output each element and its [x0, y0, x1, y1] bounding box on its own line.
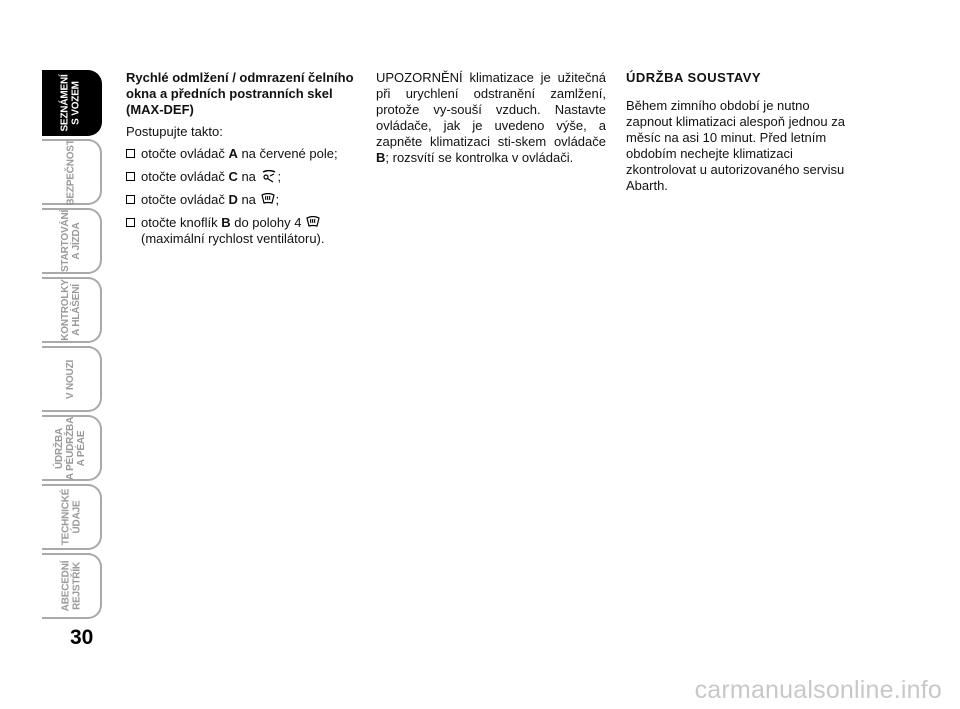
column-max-def	[126, 70, 354, 254]
tab-abecedni-rejstrik[interactable]	[42, 553, 102, 619]
checkbox-bullet-icon	[126, 218, 135, 227]
tab-label: SEZNÁMENÍ S VOZEM	[60, 74, 82, 132]
checkbox-bullet-icon	[126, 149, 135, 158]
intro-text: Postupujte takto:	[126, 124, 223, 139]
tab-label: ABECEDNÍ REJSTŘÍK	[59, 560, 82, 612]
control-key: B	[376, 150, 386, 165]
tab-technicke-udaje[interactable]	[42, 484, 102, 550]
step-text: otočte ovládač A na červené pole;	[141, 146, 338, 161]
list-item	[126, 169, 354, 185]
step-text: otočte ovládač C na ;	[141, 169, 282, 184]
fan-max-icon	[306, 216, 320, 229]
tab-label: BEZPEČNOST	[65, 138, 77, 206]
page-number: 30	[70, 626, 94, 649]
maintenance-text: Během zimního období je nutno zapnout klimatizaci alespoň jednou za měsíc na asi 10 minut. Před letním obdobím nechejte klimatizaci zkontrolovat u autorizovaného servisu Abarth.	[626, 98, 845, 193]
control-key: C	[228, 169, 238, 184]
section-title: ÚDRŽBA SOUSTAVY	[626, 70, 762, 85]
list-item	[126, 146, 354, 162]
tab-bezpecnost[interactable]	[42, 139, 102, 205]
chapter-tab-strip	[42, 70, 106, 622]
tab-udrzba-a-pece[interactable]	[42, 415, 102, 481]
control-key: A	[228, 146, 238, 161]
column-warning	[376, 70, 606, 172]
watermark: carmanualsonline.info	[694, 676, 942, 704]
tab-label: TECHNICKÉ ÚDAJE	[59, 488, 82, 546]
tab-kontrolky-a-hlaseni[interactable]	[42, 277, 102, 343]
tab-startovani-a-jizda[interactable]	[42, 208, 102, 274]
list-item	[126, 215, 354, 247]
warning-text: UPOZORNĚNÍ klimatizace je užitečná při urychlení odstranění zamlžení, protože vy-souší vzduch. Nastavte ovládače, jak je uvedeno výše, a zapněte klimatizaci sti-skem ovládače B; rozsvítí se kontrolka v ovládači.	[376, 70, 606, 165]
list-item	[126, 192, 354, 208]
tab-label: KONTROLKY A HLÁŠENÍ	[60, 279, 82, 341]
control-key: B	[221, 215, 231, 230]
section-heading: Rychlé odmlžení / odmrazení čelního okna a předních postranních skel (MAX-DEF)	[126, 70, 354, 117]
control-key: D	[228, 192, 238, 207]
column-maintenance	[626, 70, 858, 200]
air-distribution-windscreen-icon	[261, 170, 277, 183]
checkbox-bullet-icon	[126, 172, 135, 181]
tab-seznameni-s-vozem[interactable]	[42, 70, 102, 136]
tab-v-nouzi[interactable]	[42, 346, 102, 412]
tab-label: ÚDRŽBA A PÉUDRŽBA A PÉAE	[54, 416, 88, 480]
defrost-icon	[261, 193, 275, 206]
step-text: otočte knoflík B do polohy 4 (maximální rychlost ventilátoru).	[141, 215, 325, 246]
step-text: otočte ovládač D na ;	[141, 192, 280, 207]
tab-label: V NOUZI	[65, 359, 77, 399]
tab-label: STARTOVÁNÍ A JÍZDA	[60, 209, 83, 273]
checkbox-bullet-icon	[126, 195, 135, 204]
